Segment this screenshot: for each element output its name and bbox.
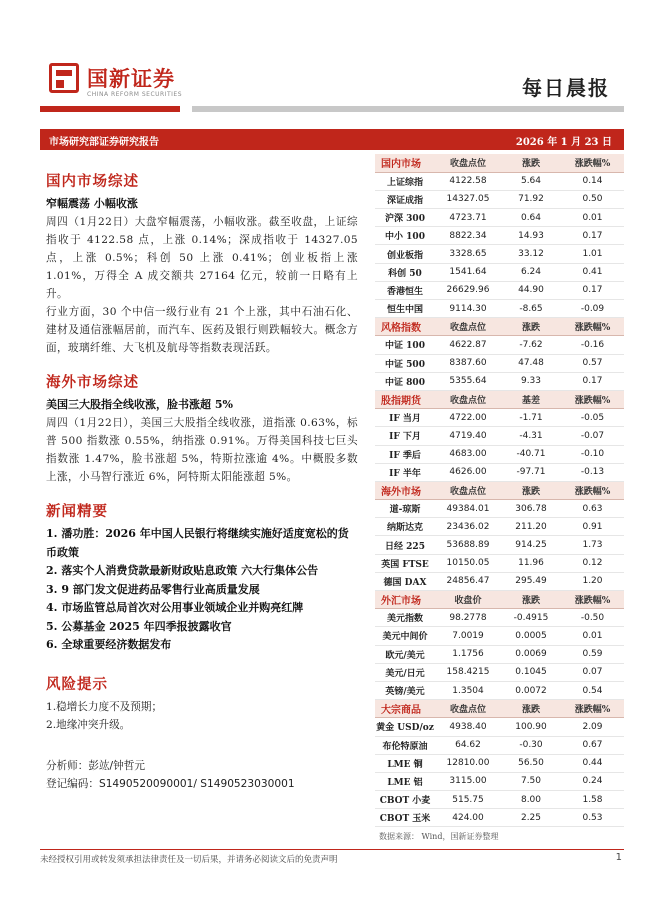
table-row	[375, 463, 624, 481]
row-label: 科创 50	[375, 263, 435, 281]
row-label: 香港恒生	[375, 281, 435, 299]
table-row	[375, 554, 624, 572]
table-cell: 10150.05	[435, 554, 501, 572]
table-cell: 0.07	[561, 663, 624, 681]
table-row	[375, 336, 624, 354]
table-cell: 0.0005	[501, 627, 561, 645]
report-date: 2026 年 1 月 23 日	[515, 137, 612, 148]
row-label: 德国 DAX	[375, 572, 435, 590]
table-header-cell: 国内市场	[375, 154, 435, 172]
row-label: IF 下月	[375, 427, 435, 445]
table-cell: 14.93	[501, 227, 561, 245]
table-cell: 0.54	[561, 681, 624, 699]
table-header-cell: 收盘点位	[435, 390, 501, 408]
news-heading: 新闻精要	[46, 503, 108, 520]
table-cell: 4683.00	[435, 445, 501, 463]
table-cell: 24856.47	[435, 572, 501, 590]
table-cell: 914.25	[501, 536, 561, 554]
row-label: IF 半年	[375, 463, 435, 481]
table-cell: -0.16	[561, 336, 624, 354]
table-cell: 158.4215	[435, 663, 501, 681]
table-cell: 26629.96	[435, 281, 501, 299]
table-cell: 0.0072	[501, 681, 561, 699]
brand-name-en: CHINA REFORM SECURITIES	[87, 91, 183, 98]
table-cell: 0.17	[561, 372, 624, 390]
table-cell: 14327.05	[435, 190, 501, 208]
table-cell: 9.33	[501, 372, 561, 390]
table-row	[375, 263, 624, 281]
table-cell: 71.92	[501, 190, 561, 208]
table-cell: 0.0069	[501, 645, 561, 663]
table-row	[375, 354, 624, 372]
table-row	[375, 809, 624, 827]
table-row	[375, 536, 624, 554]
row-label: 创业板指	[375, 245, 435, 263]
table-cell: 1.1756	[435, 645, 501, 663]
overseas-subheading: 美国三大股指全线收涨，脸书涨超 5%	[46, 398, 233, 411]
table-row	[375, 754, 624, 772]
header-divider-bar	[192, 106, 624, 112]
report-banner	[40, 129, 624, 150]
table-cell: 1541.64	[435, 263, 501, 281]
table-cell: 0.91	[561, 518, 624, 536]
table-header-cell: 收盘点位	[435, 481, 501, 499]
footer-divider	[40, 849, 624, 850]
table-cell: 1.20	[561, 572, 624, 590]
table-cell: -7.62	[501, 336, 561, 354]
analyst-registration: 登记编码：S1490520090001/ S1490523030001	[46, 777, 295, 790]
row-label: 布伦特原油	[375, 736, 435, 754]
table-header-cell: 海外市场	[375, 481, 435, 499]
table-section-header	[375, 591, 624, 609]
table-cell: 0.63	[561, 500, 624, 518]
report-type: 市场研究部证券研究报告	[49, 137, 159, 148]
table-cell: 0.24	[561, 772, 624, 790]
row-label: 美元/日元	[375, 663, 435, 681]
table-row	[375, 681, 624, 699]
table-cell: 2.09	[561, 718, 624, 736]
data-source: 数据来源： Wind，国新证券整理	[379, 832, 499, 842]
table-cell: 0.17	[561, 281, 624, 299]
table-cell: 0.17	[561, 227, 624, 245]
row-label: 日经 225	[375, 536, 435, 554]
table-header-cell: 涨跌	[501, 481, 561, 499]
table-cell: -0.10	[561, 445, 624, 463]
table-cell: 23436.02	[435, 518, 501, 536]
table-row	[375, 409, 624, 427]
table-cell: 11.96	[501, 554, 561, 572]
table-cell: 0.14	[561, 172, 624, 190]
table-cell: -0.4915	[501, 609, 561, 627]
news-item: 1. 潘功胜：2026 年中国人民银行将继续实施好适度宽松的货币政策	[46, 527, 349, 559]
table-cell: 306.78	[501, 500, 561, 518]
table-cell: 1.3504	[435, 681, 501, 699]
table-cell: 7.50	[501, 772, 561, 790]
domestic-heading: 国内市场综述	[46, 173, 139, 190]
news-item: 6. 全球重要经济数据发布	[46, 638, 172, 651]
table-cell: 0.1045	[501, 663, 561, 681]
table-row	[375, 372, 624, 390]
news-item: 3. 9 部门发文促进药品零售行业高质量发展	[46, 582, 260, 596]
table-section-header	[375, 481, 624, 499]
table-cell: 98.2778	[435, 609, 501, 627]
table-row	[375, 209, 624, 227]
row-label: 中证 500	[375, 354, 435, 372]
news-item: 5. 公募基金 2025 年四季报披露收官	[46, 619, 232, 633]
row-label: 英镑/美元	[375, 681, 435, 699]
table-header-cell: 涨跌幅%	[561, 700, 624, 718]
table-row	[375, 518, 624, 536]
table-cell: 4122.58	[435, 172, 501, 190]
table-row	[375, 609, 624, 627]
table-cell: 515.75	[435, 791, 501, 809]
table-row	[375, 190, 624, 208]
overseas-heading: 海外市场综述	[46, 374, 139, 391]
table-cell: -0.09	[561, 300, 624, 318]
table-cell: -1.71	[501, 409, 561, 427]
table-cell: 0.67	[561, 736, 624, 754]
risk-item: 2.地缘冲突升级。	[46, 719, 131, 731]
row-label: IF 季后	[375, 445, 435, 463]
table-header-cell: 收盘点位	[435, 700, 501, 718]
table-section-header	[375, 700, 624, 718]
table-header-cell: 涨跌	[501, 700, 561, 718]
table-cell: 1.73	[561, 536, 624, 554]
table-cell: 47.48	[501, 354, 561, 372]
table-row	[375, 300, 624, 318]
table-cell: 12810.00	[435, 754, 501, 772]
table-header-cell: 外汇市场	[375, 591, 435, 609]
table-row	[375, 245, 624, 263]
table-header-cell: 收盘价	[435, 591, 501, 609]
table-cell: 33.12	[501, 245, 561, 263]
table-section-header	[375, 390, 624, 408]
row-label: 深证成指	[375, 190, 435, 208]
table-cell: 0.12	[561, 554, 624, 572]
table-cell: 0.01	[561, 209, 624, 227]
table-cell: -40.71	[501, 445, 561, 463]
table-header-cell: 涨跌	[501, 591, 561, 609]
table-cell: 8822.34	[435, 227, 501, 245]
market-data-table	[375, 154, 624, 842]
table-row	[375, 791, 624, 809]
row-label: 美元中间价	[375, 627, 435, 645]
table-cell: 0.44	[561, 754, 624, 772]
table-cell: 0.57	[561, 354, 624, 372]
row-label: 沪深 300	[375, 209, 435, 227]
table-cell: 4622.87	[435, 336, 501, 354]
table-cell: 2.25	[501, 809, 561, 827]
table-row	[375, 627, 624, 645]
table-cell: 4722.00	[435, 409, 501, 427]
table-cell: 6.24	[501, 263, 561, 281]
row-label: IF 当月	[375, 409, 435, 427]
overseas-paragraph: 周四（1月22日），美国三大股指全线收涨，道指涨 0.63%，标普 500 指数涨 0.55%，纳指涨 0.91%。万得美国科技七巨头指数涨 1.47%，脸书涨超 5%，特斯拉涨逾 4%。中概股多数上涨，小马智行涨近 6%，阿特斯太阳能涨超 5%。	[46, 417, 358, 483]
table-cell: 0.53	[561, 809, 624, 827]
table-row	[375, 645, 624, 663]
table-header-cell: 基差	[501, 390, 561, 408]
row-label: LME 铜	[375, 754, 435, 772]
table-header-cell: 涨跌幅%	[561, 318, 624, 336]
table-row	[375, 572, 624, 590]
table-cell: 4626.00	[435, 463, 501, 481]
table-cell: -0.07	[561, 427, 624, 445]
table-row	[375, 500, 624, 518]
table-cell: 44.90	[501, 281, 561, 299]
table-cell: 4719.40	[435, 427, 501, 445]
left-column	[46, 160, 358, 793]
table-header-cell: 涨跌幅%	[561, 390, 624, 408]
table-cell: 0.64	[501, 209, 561, 227]
row-label: 美元指数	[375, 609, 435, 627]
domestic-paragraph-2: 行业方面，30 个中信一级行业有 21 个上涨，其中石油石化、建材及通信涨幅居前，而汽车、医药及银行则跌幅较大。概念方面，玻璃纤维、大飞机及航母等指数表现活跃。	[46, 306, 358, 354]
table-row	[375, 172, 624, 190]
row-label: 黄金 USD/oz	[375, 718, 435, 736]
domestic-paragraph-1: 周四（1月22日）大盘窄幅震荡，小幅收涨。截至收盘，上证综指收于 4122.58 点，上涨 0.14%；深成指收于 14327.05 点，上涨 0.5%；科创 50 上涨 0.41%；创业板指上涨 1.01%，万得全 A 成交额共 27164 亿元，较前一日略有上升。	[46, 216, 358, 300]
table-cell: 0.50	[561, 190, 624, 208]
brand-logo	[49, 63, 199, 101]
table-header-cell: 风格指数	[375, 318, 435, 336]
table-header-cell: 涨跌幅%	[561, 591, 624, 609]
row-label: 上证综指	[375, 172, 435, 190]
table-cell: -8.65	[501, 300, 561, 318]
table-header-cell: 涨跌	[501, 154, 561, 172]
table-header-cell: 涨跌幅%	[561, 481, 624, 499]
brand-logo-icon	[49, 63, 79, 93]
table-cell: 211.20	[501, 518, 561, 536]
table-cell: 1.58	[561, 791, 624, 809]
table-cell: 424.00	[435, 809, 501, 827]
row-label: 纳斯达克	[375, 518, 435, 536]
table-cell: 0.41	[561, 263, 624, 281]
brand-name-cn: 国新证券	[87, 67, 175, 91]
table-section-header	[375, 318, 624, 336]
table-section-header	[375, 154, 624, 172]
table-cell: 8387.60	[435, 354, 501, 372]
row-label: 中小 100	[375, 227, 435, 245]
table-cell: 4723.71	[435, 209, 501, 227]
row-label: CBOT 小麦	[375, 791, 435, 809]
row-label: 道-琼斯	[375, 500, 435, 518]
header-accent-bar	[40, 106, 180, 112]
table-cell: -0.13	[561, 463, 624, 481]
table-cell: 295.49	[501, 572, 561, 590]
table-cell: 4938.40	[435, 718, 501, 736]
table-cell: 0.59	[561, 645, 624, 663]
table-cell: 1.01	[561, 245, 624, 263]
table-row	[375, 227, 624, 245]
table-header-cell: 收盘点位	[435, 154, 501, 172]
row-label: 中证 100	[375, 336, 435, 354]
table-cell: -97.71	[501, 463, 561, 481]
table-row	[375, 736, 624, 754]
table-cell: -0.50	[561, 609, 624, 627]
table-header-cell: 收盘点位	[435, 318, 501, 336]
table-cell: 64.62	[435, 736, 501, 754]
footer-disclaimer: 未经授权引用或转发须承担法律责任及一切后果，并请务必阅读文后的免责声明	[40, 855, 338, 865]
news-item: 2. 落实个人消费贷款最新财政贴息政策 六大行集体公告	[46, 564, 319, 577]
page-number: 1	[615, 852, 622, 863]
table-cell: 3115.00	[435, 772, 501, 790]
risk-heading: 风险提示	[46, 675, 108, 693]
table-cell: 56.50	[501, 754, 561, 772]
table-cell: 100.90	[501, 718, 561, 736]
news-list	[46, 525, 358, 655]
table-cell: 3328.65	[435, 245, 501, 263]
table-row	[375, 718, 624, 736]
table-row	[375, 663, 624, 681]
table-cell: 5355.64	[435, 372, 501, 390]
table-cell: 49384.01	[435, 500, 501, 518]
row-label: 恒生中国	[375, 300, 435, 318]
analyst-names: 分析师：彭竑/钟哲元	[46, 759, 145, 772]
document-title: 每日晨报	[522, 76, 610, 100]
row-label: LME 铝	[375, 772, 435, 790]
table-header-cell: 涨跌	[501, 318, 561, 336]
table-cell: -4.31	[501, 427, 561, 445]
row-label: 中证 800	[375, 372, 435, 390]
news-item: 4. 市场监管总局首次对公用事业领域企业并购亮红牌	[46, 601, 304, 614]
table-cell: 5.64	[501, 172, 561, 190]
table-cell: 8.00	[501, 791, 561, 809]
table-row	[375, 445, 624, 463]
table-cell: -0.05	[561, 409, 624, 427]
table-cell: 53688.89	[435, 536, 501, 554]
table-header-cell: 涨跌幅%	[561, 154, 624, 172]
table-cell: 0.01	[561, 627, 624, 645]
table-row	[375, 427, 624, 445]
table-header-cell: 股指期货	[375, 390, 435, 408]
table-cell: -0.30	[501, 736, 561, 754]
domestic-subheading: 窄幅震荡 小幅收涨	[46, 197, 138, 210]
table-row	[375, 772, 624, 790]
table-cell: 9114.30	[435, 300, 501, 318]
table-header-cell: 大宗商品	[375, 700, 435, 718]
row-label: 欧元/美元	[375, 645, 435, 663]
row-label: 英国 FTSE	[375, 554, 435, 572]
row-label: CBOT 玉米	[375, 809, 435, 827]
table-row	[375, 281, 624, 299]
risk-item: 1.稳增长力度不及预期；	[46, 700, 163, 713]
table-cell: 7.0019	[435, 627, 501, 645]
